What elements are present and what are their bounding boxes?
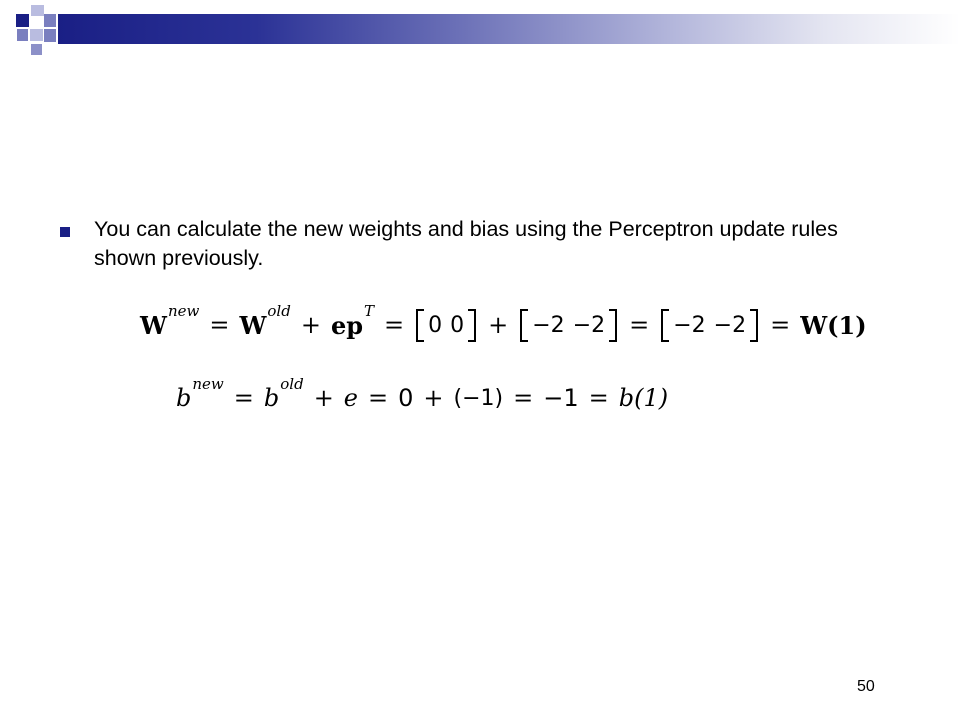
- w-symbol: W: [140, 310, 167, 340]
- bullet-text: You can calculate the new weights and bias using the Perceptron update rules shown previously.: [94, 217, 838, 270]
- w-symbol-old: W: [239, 310, 267, 340]
- plus-sign: +: [313, 384, 334, 412]
- matrix-cell: −2: [572, 312, 606, 338]
- matrix-cell: −2: [713, 312, 747, 338]
- plus-sign: +: [300, 311, 321, 339]
- equals-sign-2: =: [384, 311, 405, 339]
- sup-new: new: [192, 375, 224, 393]
- b-symbol: b: [176, 384, 192, 412]
- plus-sign-2: +: [423, 384, 444, 412]
- sup-old: old: [280, 375, 304, 393]
- matrix-cell: 0: [450, 312, 465, 338]
- w-result: W(1): [800, 310, 867, 340]
- equals-sign-3: =: [513, 384, 534, 412]
- zero-value: 0: [398, 384, 414, 412]
- ep-symbol: ep: [330, 310, 364, 340]
- bias-update-equation: [176, 375, 669, 418]
- matrix-cell: −2: [532, 312, 565, 338]
- square-mid-2: [44, 29, 56, 42]
- slide-number: 50: [857, 678, 875, 695]
- equals-sign: =: [233, 384, 254, 412]
- sup-new: new: [167, 302, 200, 320]
- equals-sign-4: =: [588, 384, 609, 412]
- neg-one-paren: (−1): [453, 385, 504, 411]
- b-symbol-old: b: [263, 384, 280, 412]
- weight-update-equation: [140, 300, 867, 350]
- square-light: [31, 5, 44, 16]
- e-symbol: e: [343, 384, 358, 412]
- header-banner: [58, 14, 960, 44]
- sup-t: T: [364, 302, 375, 320]
- square-dark: [16, 14, 29, 27]
- matrix-new-weights: [661, 309, 758, 342]
- sup-old: old: [267, 302, 291, 320]
- square-mid-3: [17, 29, 28, 41]
- matrix-old-weights: [416, 309, 476, 342]
- equals-sign-4: =: [770, 311, 791, 339]
- matrix-cell: −2: [673, 312, 706, 338]
- square-small: [31, 44, 42, 55]
- plus-sign-2: +: [488, 311, 509, 339]
- matrix-cell: 0: [428, 312, 443, 338]
- equals-sign-3: =: [629, 311, 650, 339]
- square-light-2: [30, 29, 43, 41]
- equals-sign-2: =: [368, 384, 389, 412]
- matrix-ep-product: [520, 309, 617, 342]
- b-result: b(1): [618, 384, 669, 412]
- equals-sign: =: [209, 311, 230, 339]
- bullet-square-icon: [60, 227, 70, 237]
- square-mid: [44, 14, 56, 27]
- neg-one-value: −1: [543, 384, 579, 412]
